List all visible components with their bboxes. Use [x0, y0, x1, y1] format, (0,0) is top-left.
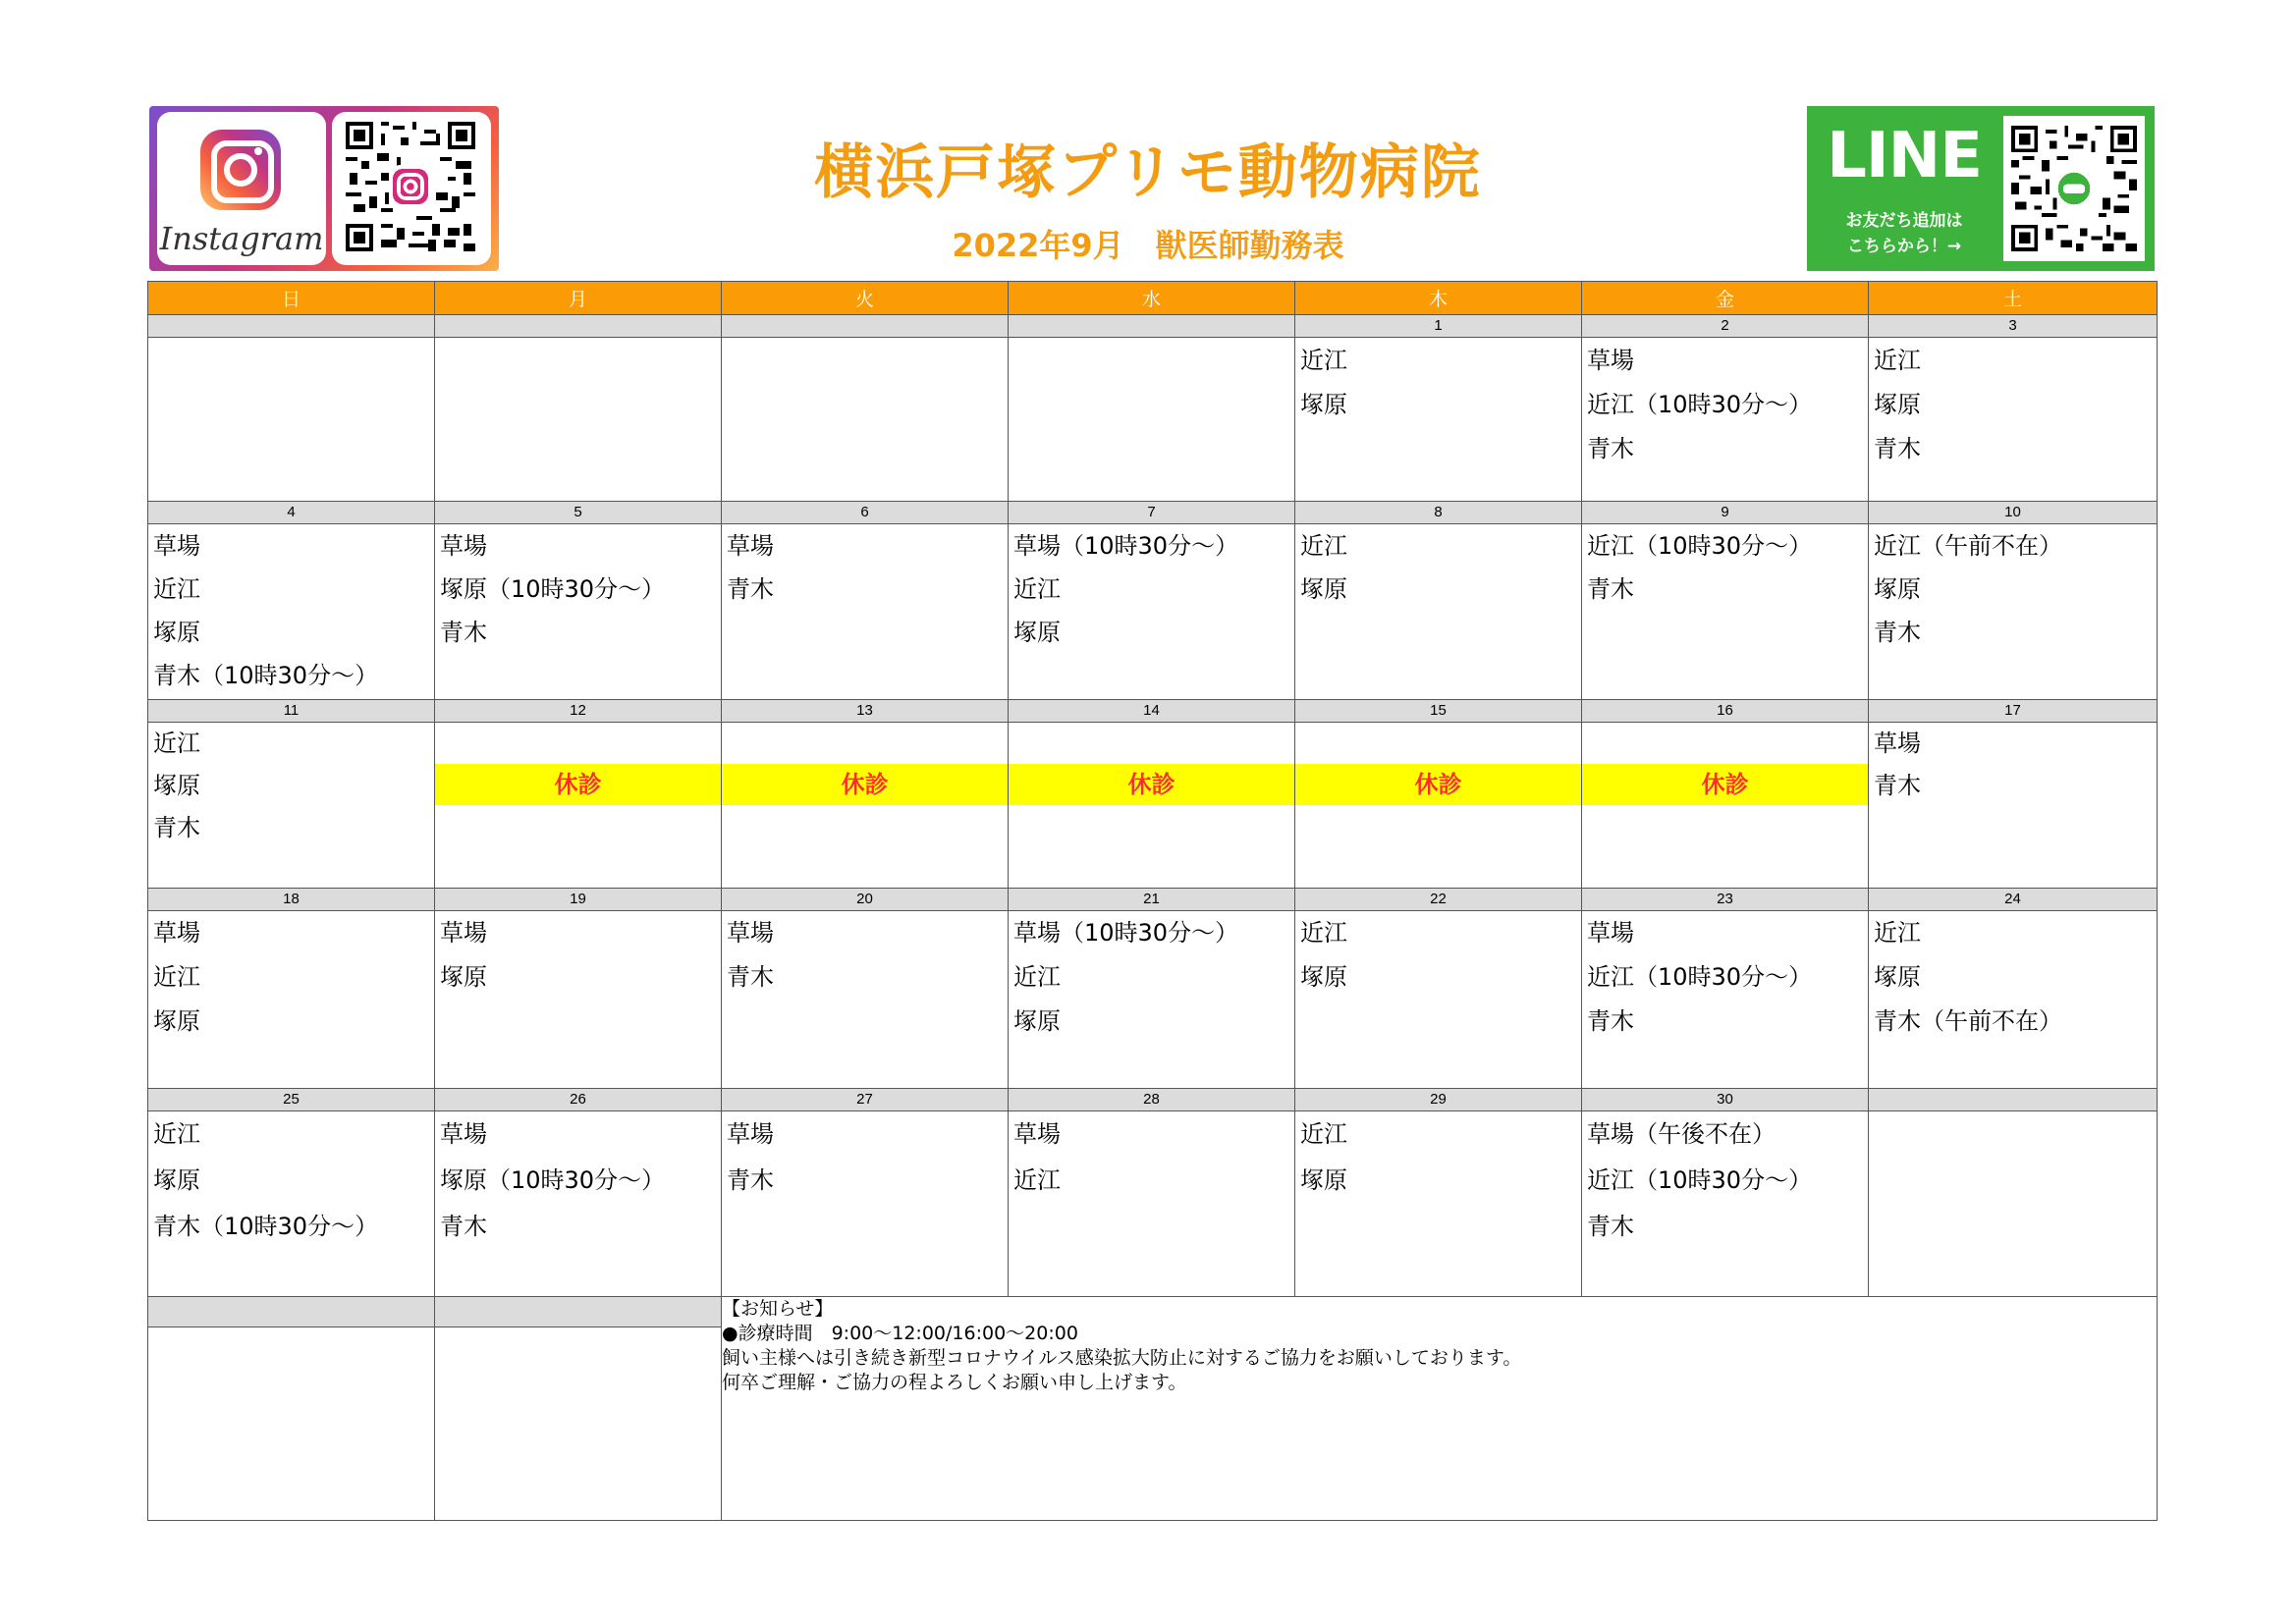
- date-number-cell: 6: [722, 502, 1009, 524]
- day-cell[interactable]: [1582, 338, 1869, 502]
- day-cell[interactable]: [148, 1327, 435, 1521]
- day-cell[interactable]: [1009, 1111, 1295, 1297]
- vet-name: 塚原: [1874, 575, 1921, 603]
- date-number-cell: 24: [1869, 889, 2158, 911]
- date-number-row: [148, 1089, 2158, 1111]
- date-number-row: [148, 1297, 2158, 1327]
- vet-name: 青木: [1874, 435, 1921, 462]
- vet-name: 青木: [440, 1213, 487, 1240]
- vet-name: 青木: [1587, 1213, 1634, 1240]
- vet-name: 近江: [1300, 919, 1347, 947]
- day-cell[interactable]: [1869, 338, 2158, 502]
- vet-name: 草場: [727, 1120, 774, 1148]
- page-title: 横浜戸塚プリモ動物病院: [814, 138, 1482, 207]
- notice-line-2: 何卒ご理解・ご協力の程よろしくお願い申し上げます。: [722, 1372, 1187, 1393]
- weekday-header: 火: [722, 282, 1009, 315]
- weekday-header: 水: [1009, 282, 1295, 315]
- vet-name: 塚原: [153, 619, 200, 646]
- day-cell[interactable]: [1295, 723, 1582, 889]
- date-number-row: [148, 889, 2158, 911]
- vet-name: 塚原: [1300, 1166, 1347, 1194]
- closed-day: [1295, 723, 1581, 888]
- vet-name: 塚原: [1300, 391, 1347, 418]
- day-cell[interactable]: [435, 1327, 722, 1521]
- vet-name: 塚原: [1013, 619, 1061, 646]
- day-cell[interactable]: [1582, 524, 1869, 700]
- date-number-cell: [1009, 315, 1295, 338]
- closed-day: [1009, 723, 1294, 888]
- vet-name: 塚原: [153, 1007, 200, 1035]
- vet-name: 近江: [153, 1120, 200, 1148]
- vet-name: 草場: [153, 919, 200, 947]
- instagram-wordmark: Instagram: [159, 220, 324, 257]
- line-banner[interactable]: [1807, 106, 2155, 271]
- closed-badge: 休診: [1009, 764, 1294, 805]
- date-number-cell: 10: [1869, 502, 2158, 524]
- vet-name: 塚原: [153, 772, 200, 799]
- vet-name: 近江: [1300, 347, 1347, 374]
- vet-name: 草場（10時30分～）: [1013, 532, 1239, 560]
- date-number-cell: 15: [1295, 700, 1582, 723]
- vet-name: 草場: [1874, 730, 1921, 757]
- date-number-cell: 8: [1295, 502, 1582, 524]
- weekday-header: 日: [148, 282, 435, 315]
- day-cell[interactable]: [435, 1111, 722, 1297]
- vet-name: 近江（10時30分～）: [1587, 1166, 1813, 1194]
- vet-name: 青木: [727, 575, 774, 603]
- day-cell[interactable]: [1582, 911, 1869, 1089]
- line-qr-card: [2003, 116, 2145, 261]
- vet-name: 塚原: [440, 963, 487, 991]
- vet-name: 近江: [1300, 1120, 1347, 1148]
- date-number-cell: [1869, 1089, 2158, 1111]
- day-cell[interactable]: [1009, 723, 1295, 889]
- weekday-header: 金: [1582, 282, 1869, 315]
- day-cell[interactable]: [1295, 338, 1582, 502]
- day-cell[interactable]: [435, 723, 722, 889]
- vet-name: 近江（10時30分～）: [1587, 532, 1813, 560]
- weekday-header: 月: [435, 282, 722, 315]
- date-number-cell: 23: [1582, 889, 1869, 911]
- date-number-cell: [148, 315, 435, 338]
- date-number-cell: [435, 315, 722, 338]
- vet-name: 近江: [1874, 919, 1921, 947]
- vet-name: 青木（10時30分～）: [153, 662, 379, 689]
- notice-line-1: 飼い主様へは引き続き新型コロナウイルス感染拡大防止に対するご協力をお願いしております。: [722, 1347, 1522, 1369]
- date-number-cell: 22: [1295, 889, 1582, 911]
- day-cell[interactable]: [148, 338, 435, 502]
- day-cell[interactable]: [1009, 338, 1295, 502]
- line-sub-line-1: お友だち追加は: [1845, 211, 1963, 231]
- vet-name: 近江（午前不在）: [1874, 532, 2062, 560]
- closed-day: [435, 723, 721, 888]
- day-cell[interactable]: [1869, 524, 2158, 700]
- vet-name: 草場: [440, 919, 487, 947]
- page-header: [0, 0, 2296, 280]
- schedule-row: [148, 1111, 2158, 1297]
- vet-name: 近江: [1013, 575, 1061, 603]
- closed-day: [722, 723, 1008, 888]
- vet-name: 青木（午前不在）: [1874, 1007, 2062, 1035]
- notice-box: [722, 1297, 2158, 1521]
- date-number-cell: [435, 1297, 722, 1327]
- vet-name: 青木: [727, 963, 774, 991]
- date-number-cell: 28: [1009, 1089, 1295, 1111]
- notice-heading: 【お知らせ】: [722, 1298, 834, 1320]
- day-cell[interactable]: [722, 723, 1009, 889]
- date-number-cell: 19: [435, 889, 722, 911]
- vet-name: 草場: [1013, 1120, 1061, 1148]
- vet-name: 青木: [1587, 1007, 1634, 1035]
- day-cell[interactable]: [1582, 1111, 1869, 1297]
- day-cell[interactable]: [722, 338, 1009, 502]
- date-number-cell: 26: [435, 1089, 722, 1111]
- day-cell[interactable]: [722, 911, 1009, 1089]
- day-cell[interactable]: [1869, 1111, 2158, 1297]
- closed-day: [1582, 723, 1868, 888]
- day-cell[interactable]: [435, 524, 722, 700]
- vet-name: 近江: [153, 575, 200, 603]
- vet-name: 近江: [1013, 1166, 1061, 1194]
- date-number-cell: 16: [1582, 700, 1869, 723]
- day-cell[interactable]: [1295, 911, 1582, 1089]
- vet-name: 塚原: [1874, 391, 1921, 418]
- vet-name: 塚原: [153, 1166, 200, 1194]
- schedule-row: [148, 524, 2158, 700]
- vet-name: 近江（10時30分～）: [1587, 963, 1813, 991]
- day-cell[interactable]: [1869, 723, 2158, 889]
- weekday-header: 土: [1869, 282, 2158, 315]
- day-cell[interactable]: [148, 723, 435, 889]
- date-number-row: [148, 700, 2158, 723]
- day-cell[interactable]: [1009, 524, 1295, 700]
- vet-name: 草場: [727, 532, 774, 560]
- schedule-row: [148, 911, 2158, 1089]
- date-number-cell: 21: [1009, 889, 1295, 911]
- date-number-cell: 3: [1869, 315, 2158, 338]
- date-number-cell: 1: [1295, 315, 1582, 338]
- vet-name: 塚原（10時30分～）: [440, 575, 666, 603]
- page-subtitle: 2022年9月 獣医師勤務表: [952, 227, 1344, 264]
- day-cell[interactable]: [722, 1111, 1009, 1297]
- calendar-body: [148, 315, 2158, 1521]
- vet-name: 近江: [153, 730, 200, 757]
- day-cell[interactable]: [1009, 911, 1295, 1089]
- vet-name: 塚原: [1874, 963, 1921, 991]
- vet-name: 塚原: [1300, 963, 1347, 991]
- line-wordmark: LINE: [1827, 120, 1982, 192]
- vet-name: 青木: [727, 1166, 774, 1194]
- vet-name: 近江: [1874, 347, 1921, 374]
- date-number-cell: 25: [148, 1089, 435, 1111]
- closed-badge: 休診: [435, 764, 721, 805]
- vet-name: 青木: [1874, 619, 1921, 646]
- vet-name: 塚原: [1013, 1007, 1061, 1035]
- day-cell[interactable]: [1582, 723, 1869, 889]
- notice-hours: ●診療時間 9:00～12:00/16:00～20:00: [722, 1323, 1078, 1344]
- date-number-cell: 5: [435, 502, 722, 524]
- schedule-calendar: [147, 281, 2158, 1521]
- date-number-row: [148, 502, 2158, 524]
- date-number-cell: 18: [148, 889, 435, 911]
- day-cell[interactable]: [1869, 911, 2158, 1089]
- closed-badge: 休診: [1295, 764, 1581, 805]
- vet-name: 草場: [1587, 347, 1634, 374]
- vet-name: 草場: [1587, 919, 1634, 947]
- day-cell[interactable]: [148, 524, 435, 700]
- vet-name: 青木: [440, 619, 487, 646]
- vet-name: 近江: [1013, 963, 1061, 991]
- vet-name: 近江: [153, 963, 200, 991]
- date-number-cell: 11: [148, 700, 435, 723]
- day-cell[interactable]: [722, 524, 1009, 700]
- date-number-cell: 20: [722, 889, 1009, 911]
- closed-badge: 休診: [1582, 764, 1868, 805]
- weekday-header-row: [148, 282, 2158, 315]
- date-number-cell: [722, 315, 1009, 338]
- vet-name: 近江: [1300, 532, 1347, 560]
- date-number-cell: [148, 1297, 435, 1327]
- day-cell[interactable]: [435, 338, 722, 502]
- vet-name: 草場（午後不在）: [1587, 1120, 1776, 1148]
- vet-name: 青木: [1587, 575, 1634, 603]
- day-cell[interactable]: [148, 1111, 435, 1297]
- vet-name: 青木: [1587, 435, 1634, 462]
- date-number-cell: 7: [1009, 502, 1295, 524]
- date-number-cell: 29: [1295, 1089, 1582, 1111]
- date-number-cell: 17: [1869, 700, 2158, 723]
- vet-name: 塚原（10時30分～）: [440, 1166, 666, 1194]
- vet-name: 青木: [153, 814, 200, 841]
- date-number-cell: 30: [1582, 1089, 1869, 1111]
- vet-name: 草場: [153, 532, 200, 560]
- day-cell[interactable]: [1295, 1111, 1582, 1297]
- day-cell[interactable]: [435, 911, 722, 1089]
- date-number-cell: 27: [722, 1089, 1009, 1111]
- weekday-header: 木: [1295, 282, 1582, 315]
- vet-name: 草場: [440, 1120, 487, 1148]
- vet-name: 青木: [1874, 772, 1921, 799]
- line-qr-code-icon: [2011, 126, 2137, 251]
- date-number-cell: 9: [1582, 502, 1869, 524]
- date-number-cell: 2: [1582, 315, 1869, 338]
- vet-name: 草場（10時30分～）: [1013, 919, 1239, 947]
- date-number-cell: 12: [435, 700, 722, 723]
- day-cell[interactable]: [1295, 524, 1582, 700]
- vet-name: 近江（10時30分～）: [1587, 391, 1813, 418]
- schedule-row: [148, 338, 2158, 502]
- date-number-cell: 14: [1009, 700, 1295, 723]
- line-sub-line-2: こちらから！→: [1846, 237, 1962, 256]
- vet-name: 塚原: [1300, 575, 1347, 603]
- day-cell[interactable]: [148, 911, 435, 1089]
- vet-name: 青木（10時30分～）: [153, 1213, 379, 1240]
- date-number-row: [148, 315, 2158, 338]
- closed-badge: 休診: [722, 764, 1008, 805]
- date-number-cell: 4: [148, 502, 435, 524]
- line-add-friend-text: [1821, 208, 1988, 259]
- vet-name: 草場: [440, 532, 487, 560]
- schedule-row: [148, 723, 2158, 889]
- vet-name: 草場: [727, 919, 774, 947]
- date-number-cell: 13: [722, 700, 1009, 723]
